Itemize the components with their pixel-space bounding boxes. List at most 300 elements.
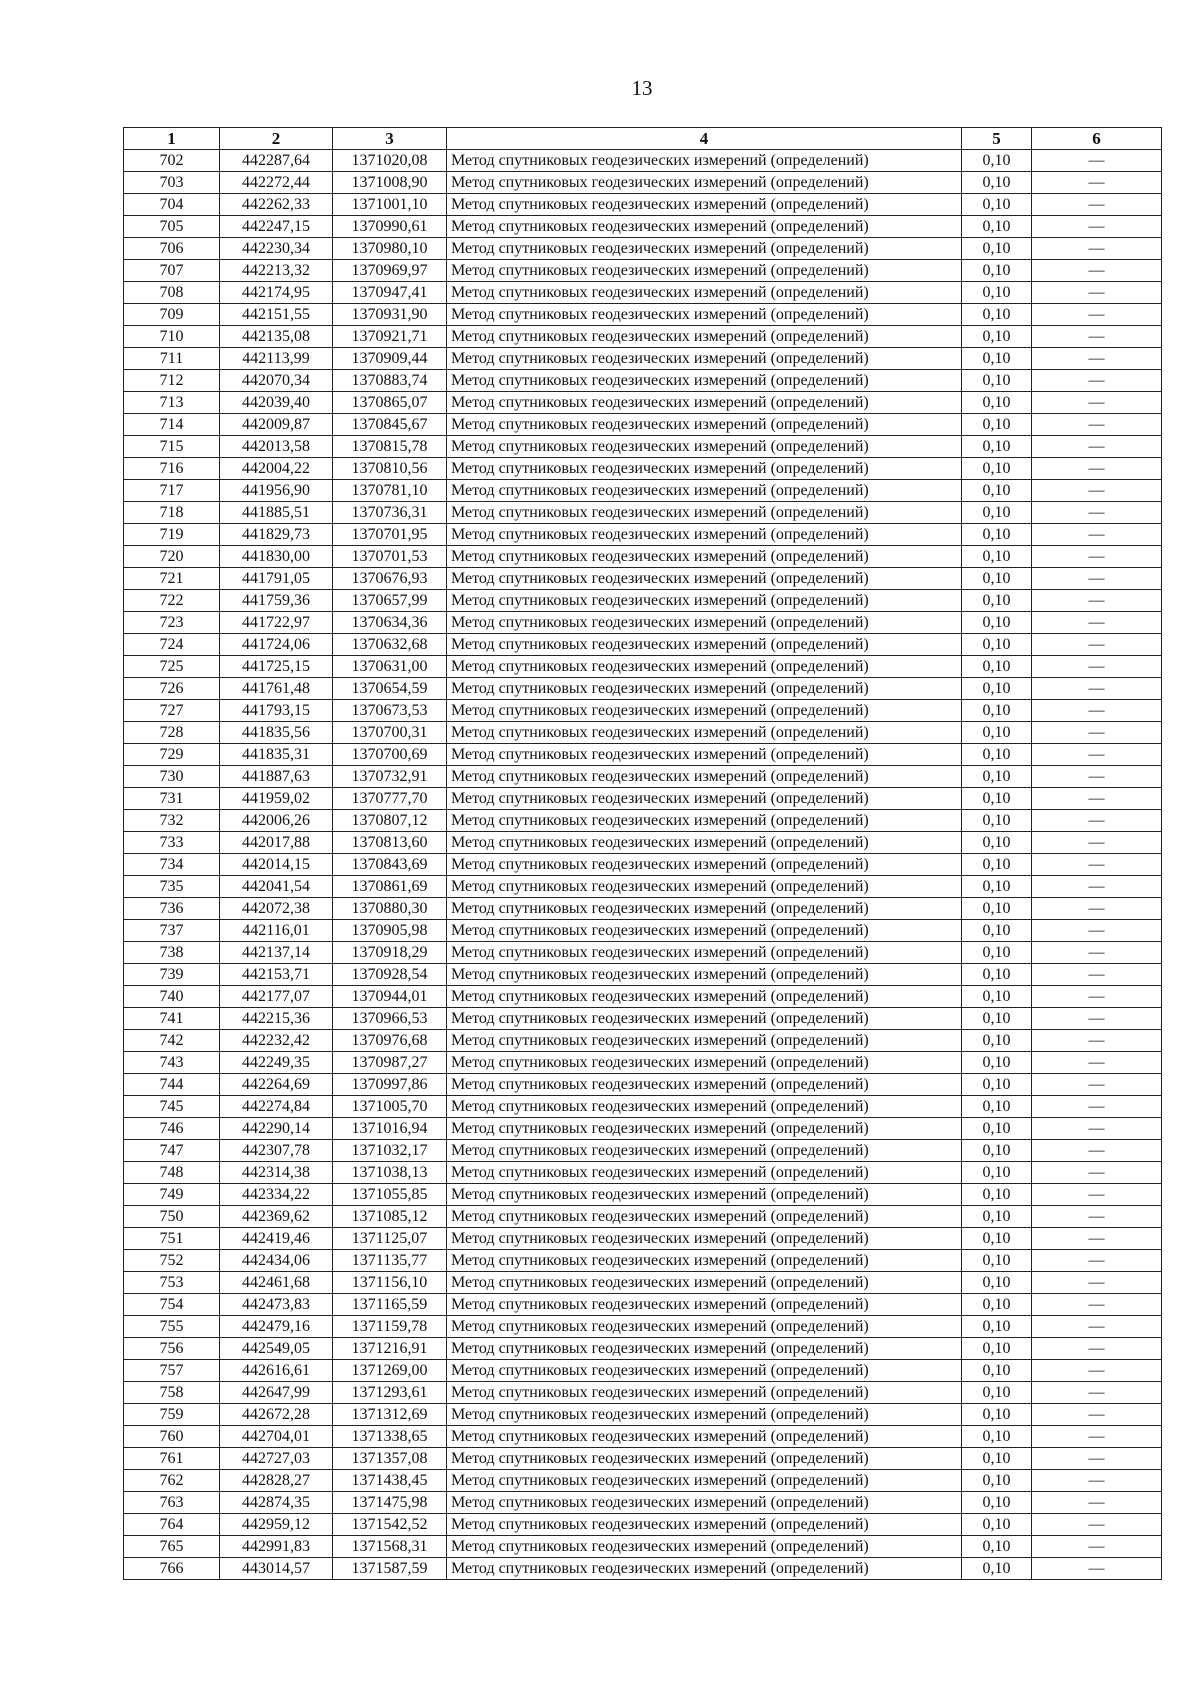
- x-coordinate-cell: 441835,31: [220, 744, 333, 766]
- point-number-cell: 755: [124, 1316, 220, 1338]
- table-row: [124, 150, 1162, 172]
- table-row: [124, 700, 1162, 722]
- method-cell: Метод спутниковых геодезических измерений (определений): [447, 744, 962, 766]
- point-number-cell: 730: [124, 766, 220, 788]
- header-col-4: 4: [447, 128, 962, 150]
- table-row: [124, 1404, 1162, 1426]
- accuracy-cell: 0,10: [962, 1426, 1032, 1448]
- note-cell: —: [1032, 414, 1162, 436]
- table-row: [124, 876, 1162, 898]
- note-cell: —: [1032, 1118, 1162, 1140]
- y-coordinate-cell: 1371055,85: [333, 1184, 447, 1206]
- note-cell: —: [1032, 1206, 1162, 1228]
- note-cell: —: [1032, 1470, 1162, 1492]
- table-row: [124, 942, 1162, 964]
- note-cell: —: [1032, 1030, 1162, 1052]
- accuracy-cell: 0,10: [962, 1272, 1032, 1294]
- point-number-cell: 764: [124, 1514, 220, 1536]
- point-number-cell: 753: [124, 1272, 220, 1294]
- note-cell: —: [1032, 678, 1162, 700]
- y-coordinate-cell: 1370905,98: [333, 920, 447, 942]
- point-number-cell: 749: [124, 1184, 220, 1206]
- x-coordinate-cell: 442113,99: [220, 348, 333, 370]
- y-coordinate-cell: 1371032,17: [333, 1140, 447, 1162]
- table-row: [124, 546, 1162, 568]
- note-cell: —: [1032, 1536, 1162, 1558]
- y-coordinate-cell: 1370700,31: [333, 722, 447, 744]
- accuracy-cell: 0,10: [962, 876, 1032, 898]
- table-row: [124, 1250, 1162, 1272]
- table-row: [124, 788, 1162, 810]
- note-cell: —: [1032, 1162, 1162, 1184]
- y-coordinate-cell: 1371475,98: [333, 1492, 447, 1514]
- table-header-row: [124, 128, 1162, 150]
- method-cell: Метод спутниковых геодезических измерений (определений): [447, 1272, 962, 1294]
- point-number-cell: 754: [124, 1294, 220, 1316]
- accuracy-cell: 0,10: [962, 854, 1032, 876]
- accuracy-cell: 0,10: [962, 1558, 1032, 1580]
- method-cell: Метод спутниковых геодезических измерений (определений): [447, 810, 962, 832]
- y-coordinate-cell: 1371438,45: [333, 1470, 447, 1492]
- y-coordinate-cell: 1370843,69: [333, 854, 447, 876]
- accuracy-cell: 0,10: [962, 304, 1032, 326]
- point-number-cell: 746: [124, 1118, 220, 1140]
- x-coordinate-cell: 442072,38: [220, 898, 333, 920]
- table-row: [124, 568, 1162, 590]
- accuracy-cell: 0,10: [962, 810, 1032, 832]
- point-number-cell: 739: [124, 964, 220, 986]
- header-col-6: 6: [1032, 128, 1162, 150]
- method-cell: Метод спутниковых геодезических измерений (определений): [447, 1514, 962, 1536]
- point-number-cell: 723: [124, 612, 220, 634]
- x-coordinate-cell: 442014,15: [220, 854, 333, 876]
- note-cell: —: [1032, 700, 1162, 722]
- x-coordinate-cell: 442249,35: [220, 1052, 333, 1074]
- accuracy-cell: 0,10: [962, 678, 1032, 700]
- note-cell: —: [1032, 612, 1162, 634]
- y-coordinate-cell: 1371159,78: [333, 1316, 447, 1338]
- method-cell: Метод спутниковых геодезических измерений (определений): [447, 678, 962, 700]
- accuracy-cell: 0,10: [962, 1228, 1032, 1250]
- accuracy-cell: 0,10: [962, 920, 1032, 942]
- note-cell: —: [1032, 656, 1162, 678]
- method-cell: Метод спутниковых геодезических измерений (определений): [447, 1404, 962, 1426]
- note-cell: —: [1032, 1096, 1162, 1118]
- y-coordinate-cell: 1370990,61: [333, 216, 447, 238]
- note-cell: —: [1032, 634, 1162, 656]
- y-coordinate-cell: 1371293,61: [333, 1382, 447, 1404]
- header-col-3: 3: [333, 128, 447, 150]
- x-coordinate-cell: 442006,26: [220, 810, 333, 832]
- y-coordinate-cell: 1371357,08: [333, 1448, 447, 1470]
- table-row: [124, 172, 1162, 194]
- note-cell: —: [1032, 810, 1162, 832]
- point-number-cell: 705: [124, 216, 220, 238]
- table-row: [124, 282, 1162, 304]
- method-cell: Метод спутниковых геодезических измерений (определений): [447, 1184, 962, 1206]
- point-number-cell: 763: [124, 1492, 220, 1514]
- method-cell: Метод спутниковых геодезических измерений (определений): [447, 1118, 962, 1140]
- point-number-cell: 741: [124, 1008, 220, 1030]
- x-coordinate-cell: 441830,00: [220, 546, 333, 568]
- point-number-cell: 720: [124, 546, 220, 568]
- point-number-cell: 742: [124, 1030, 220, 1052]
- x-coordinate-cell: 442479,16: [220, 1316, 333, 1338]
- y-coordinate-cell: 1370909,44: [333, 348, 447, 370]
- point-number-cell: 751: [124, 1228, 220, 1250]
- note-cell: —: [1032, 920, 1162, 942]
- x-coordinate-cell: 442274,84: [220, 1096, 333, 1118]
- note-cell: —: [1032, 216, 1162, 238]
- y-coordinate-cell: 1371156,10: [333, 1272, 447, 1294]
- point-number-cell: 731: [124, 788, 220, 810]
- note-cell: —: [1032, 1184, 1162, 1206]
- accuracy-cell: 0,10: [962, 1294, 1032, 1316]
- point-number-cell: 728: [124, 722, 220, 744]
- point-number-cell: 745: [124, 1096, 220, 1118]
- table-row: [124, 1426, 1162, 1448]
- method-cell: Метод спутниковых геодезических измерений (определений): [447, 634, 962, 656]
- point-number-cell: 757: [124, 1360, 220, 1382]
- x-coordinate-cell: 441725,15: [220, 656, 333, 678]
- table-row: [124, 1470, 1162, 1492]
- table-row: [124, 458, 1162, 480]
- point-number-cell: 702: [124, 150, 220, 172]
- note-cell: —: [1032, 1316, 1162, 1338]
- x-coordinate-cell: 442004,22: [220, 458, 333, 480]
- accuracy-cell: 0,10: [962, 656, 1032, 678]
- note-cell: —: [1032, 546, 1162, 568]
- accuracy-cell: 0,10: [962, 348, 1032, 370]
- note-cell: —: [1032, 1140, 1162, 1162]
- point-number-cell: 760: [124, 1426, 220, 1448]
- x-coordinate-cell: 442369,62: [220, 1206, 333, 1228]
- accuracy-cell: 0,10: [962, 568, 1032, 590]
- point-number-cell: 721: [124, 568, 220, 590]
- method-cell: Метод спутниковых геодезических измерений (определений): [447, 612, 962, 634]
- method-cell: Метод спутниковых геодезических измерений (определений): [447, 568, 962, 590]
- point-number-cell: 736: [124, 898, 220, 920]
- table-row: [124, 590, 1162, 612]
- accuracy-cell: 0,10: [962, 1250, 1032, 1272]
- x-coordinate-cell: 442247,15: [220, 216, 333, 238]
- note-cell: —: [1032, 238, 1162, 260]
- point-number-cell: 714: [124, 414, 220, 436]
- note-cell: —: [1032, 898, 1162, 920]
- y-coordinate-cell: 1371135,77: [333, 1250, 447, 1272]
- method-cell: Метод спутниковых геодезических измерений (определений): [447, 480, 962, 502]
- y-coordinate-cell: 1371216,91: [333, 1338, 447, 1360]
- x-coordinate-cell: 442828,27: [220, 1470, 333, 1492]
- accuracy-cell: 0,10: [962, 1536, 1032, 1558]
- table-row: [124, 898, 1162, 920]
- note-cell: —: [1032, 788, 1162, 810]
- y-coordinate-cell: 1370944,01: [333, 986, 447, 1008]
- y-coordinate-cell: 1370781,10: [333, 480, 447, 502]
- method-cell: Метод спутниковых геодезических измерений (определений): [447, 1030, 962, 1052]
- x-coordinate-cell: 442153,71: [220, 964, 333, 986]
- x-coordinate-cell: 441724,06: [220, 634, 333, 656]
- x-coordinate-cell: 442874,35: [220, 1492, 333, 1514]
- y-coordinate-cell: 1370928,54: [333, 964, 447, 986]
- table-row: [124, 1008, 1162, 1030]
- y-coordinate-cell: 1370631,00: [333, 656, 447, 678]
- point-number-cell: 734: [124, 854, 220, 876]
- table-row: [124, 304, 1162, 326]
- table-row: [124, 1074, 1162, 1096]
- method-cell: Метод спутниковых геодезических измерений (определений): [447, 1492, 962, 1514]
- note-cell: —: [1032, 1558, 1162, 1580]
- note-cell: —: [1032, 1426, 1162, 1448]
- point-number-cell: 743: [124, 1052, 220, 1074]
- x-coordinate-cell: 442137,14: [220, 942, 333, 964]
- x-coordinate-cell: 442213,32: [220, 260, 333, 282]
- table-row: [124, 1118, 1162, 1140]
- y-coordinate-cell: 1370861,69: [333, 876, 447, 898]
- note-cell: —: [1032, 194, 1162, 216]
- note-cell: —: [1032, 832, 1162, 854]
- point-number-cell: 744: [124, 1074, 220, 1096]
- accuracy-cell: 0,10: [962, 1514, 1032, 1536]
- y-coordinate-cell: 1370883,74: [333, 370, 447, 392]
- note-cell: —: [1032, 172, 1162, 194]
- table-row: [124, 1492, 1162, 1514]
- y-coordinate-cell: 1370813,60: [333, 832, 447, 854]
- point-number-cell: 715: [124, 436, 220, 458]
- accuracy-cell: 0,10: [962, 546, 1032, 568]
- point-number-cell: 718: [124, 502, 220, 524]
- method-cell: Метод спутниковых геодезических измерений (определений): [447, 942, 962, 964]
- x-coordinate-cell: 442314,38: [220, 1162, 333, 1184]
- note-cell: —: [1032, 766, 1162, 788]
- x-coordinate-cell: 442232,42: [220, 1030, 333, 1052]
- accuracy-cell: 0,10: [962, 480, 1032, 502]
- accuracy-cell: 0,10: [962, 282, 1032, 304]
- method-cell: Метод спутниковых геодезических измерений (определений): [447, 656, 962, 678]
- x-coordinate-cell: 442017,88: [220, 832, 333, 854]
- y-coordinate-cell: 1370700,69: [333, 744, 447, 766]
- accuracy-cell: 0,10: [962, 1316, 1032, 1338]
- y-coordinate-cell: 1370736,31: [333, 502, 447, 524]
- method-cell: Метод спутниковых геодезических измерений (определений): [447, 1470, 962, 1492]
- y-coordinate-cell: 1371269,00: [333, 1360, 447, 1382]
- accuracy-cell: 0,10: [962, 1360, 1032, 1382]
- accuracy-cell: 0,10: [962, 964, 1032, 986]
- point-number-cell: 708: [124, 282, 220, 304]
- x-coordinate-cell: 442215,36: [220, 1008, 333, 1030]
- table-row: [124, 238, 1162, 260]
- accuracy-cell: 0,10: [962, 370, 1032, 392]
- table-row: [124, 722, 1162, 744]
- table-row: [124, 216, 1162, 238]
- x-coordinate-cell: 441887,63: [220, 766, 333, 788]
- y-coordinate-cell: 1370732,91: [333, 766, 447, 788]
- note-cell: —: [1032, 458, 1162, 480]
- point-number-cell: 706: [124, 238, 220, 260]
- x-coordinate-cell: 442434,06: [220, 1250, 333, 1272]
- note-cell: —: [1032, 876, 1162, 898]
- method-cell: Метод спутниковых геодезических измерений (определений): [447, 1448, 962, 1470]
- accuracy-cell: 0,10: [962, 260, 1032, 282]
- method-cell: Метод спутниковых геодезических измерений (определений): [447, 348, 962, 370]
- method-cell: Метод спутниковых геодезических измерений (определений): [447, 436, 962, 458]
- method-cell: Метод спутниковых геодезических измерений (определений): [447, 1316, 962, 1338]
- table-row: [124, 1272, 1162, 1294]
- point-number-cell: 732: [124, 810, 220, 832]
- x-coordinate-cell: 442307,78: [220, 1140, 333, 1162]
- accuracy-cell: 0,10: [962, 436, 1032, 458]
- accuracy-cell: 0,10: [962, 216, 1032, 238]
- y-coordinate-cell: 1370634,36: [333, 612, 447, 634]
- accuracy-cell: 0,10: [962, 150, 1032, 172]
- note-cell: —: [1032, 524, 1162, 546]
- method-cell: Метод спутниковых геодезических измерений (определений): [447, 1228, 962, 1250]
- x-coordinate-cell: 443014,57: [220, 1558, 333, 1580]
- x-coordinate-cell: 442262,33: [220, 194, 333, 216]
- header-col-5: 5: [962, 128, 1032, 150]
- point-number-cell: 747: [124, 1140, 220, 1162]
- table-row: [124, 1162, 1162, 1184]
- accuracy-cell: 0,10: [962, 1030, 1032, 1052]
- x-coordinate-cell: 442290,14: [220, 1118, 333, 1140]
- method-cell: Метод спутниковых геодезических измерений (определений): [447, 1206, 962, 1228]
- note-cell: —: [1032, 1052, 1162, 1074]
- table-row: [124, 1140, 1162, 1162]
- note-cell: —: [1032, 1338, 1162, 1360]
- note-cell: —: [1032, 304, 1162, 326]
- y-coordinate-cell: 1370969,97: [333, 260, 447, 282]
- x-coordinate-cell: 442039,40: [220, 392, 333, 414]
- y-coordinate-cell: 1370921,71: [333, 326, 447, 348]
- x-coordinate-cell: 442287,64: [220, 150, 333, 172]
- method-cell: Метод спутниковых геодезических измерений (определений): [447, 1162, 962, 1184]
- note-cell: —: [1032, 1382, 1162, 1404]
- note-cell: —: [1032, 480, 1162, 502]
- method-cell: Метод спутниковых геодезических измерений (определений): [447, 172, 962, 194]
- point-number-cell: 710: [124, 326, 220, 348]
- point-number-cell: 766: [124, 1558, 220, 1580]
- table-row: [124, 920, 1162, 942]
- method-cell: Метод спутниковых геодезических измерений (определений): [447, 876, 962, 898]
- method-cell: Метод спутниковых геодезических измерений (определений): [447, 590, 962, 612]
- note-cell: —: [1032, 1492, 1162, 1514]
- method-cell: Метод спутниковых геодезических измерений (определений): [447, 700, 962, 722]
- x-coordinate-cell: 442177,07: [220, 986, 333, 1008]
- y-coordinate-cell: 1371016,94: [333, 1118, 447, 1140]
- point-number-cell: 750: [124, 1206, 220, 1228]
- y-coordinate-cell: 1371008,90: [333, 172, 447, 194]
- x-coordinate-cell: 442647,99: [220, 1382, 333, 1404]
- accuracy-cell: 0,10: [962, 1338, 1032, 1360]
- x-coordinate-cell: 442070,34: [220, 370, 333, 392]
- x-coordinate-cell: 442009,87: [220, 414, 333, 436]
- method-cell: Метод спутниковых геодезических измерений (определений): [447, 964, 962, 986]
- method-cell: Метод спутниковых геодезических измерений (определений): [447, 1426, 962, 1448]
- point-number-cell: 735: [124, 876, 220, 898]
- method-cell: Метод спутниковых геодезических измерений (определений): [447, 524, 962, 546]
- accuracy-cell: 0,10: [962, 942, 1032, 964]
- table-row: [124, 1338, 1162, 1360]
- x-coordinate-cell: 442334,22: [220, 1184, 333, 1206]
- accuracy-cell: 0,10: [962, 1162, 1032, 1184]
- table-body: [124, 150, 1162, 1580]
- note-cell: —: [1032, 1294, 1162, 1316]
- note-cell: —: [1032, 568, 1162, 590]
- method-cell: Метод спутниковых геодезических измерений (определений): [447, 1096, 962, 1118]
- table-row: [124, 1184, 1162, 1206]
- note-cell: —: [1032, 744, 1162, 766]
- accuracy-cell: 0,10: [962, 238, 1032, 260]
- table-row: [124, 260, 1162, 282]
- y-coordinate-cell: 1370676,93: [333, 568, 447, 590]
- y-coordinate-cell: 1371085,12: [333, 1206, 447, 1228]
- accuracy-cell: 0,10: [962, 392, 1032, 414]
- accuracy-cell: 0,10: [962, 766, 1032, 788]
- table-row: [124, 480, 1162, 502]
- note-cell: —: [1032, 964, 1162, 986]
- table-row: [124, 1030, 1162, 1052]
- table-row: [124, 1096, 1162, 1118]
- table-row: [124, 656, 1162, 678]
- note-cell: —: [1032, 1272, 1162, 1294]
- point-number-cell: 716: [124, 458, 220, 480]
- x-coordinate-cell: 441791,05: [220, 568, 333, 590]
- x-coordinate-cell: 442041,54: [220, 876, 333, 898]
- y-coordinate-cell: 1370931,90: [333, 304, 447, 326]
- point-number-cell: 707: [124, 260, 220, 282]
- note-cell: —: [1032, 1228, 1162, 1250]
- note-cell: —: [1032, 502, 1162, 524]
- table-row: [124, 832, 1162, 854]
- x-coordinate-cell: 442704,01: [220, 1426, 333, 1448]
- x-coordinate-cell: 442135,08: [220, 326, 333, 348]
- x-coordinate-cell: 441959,02: [220, 788, 333, 810]
- accuracy-cell: 0,10: [962, 612, 1032, 634]
- accuracy-cell: 0,10: [962, 634, 1032, 656]
- table-row: [124, 1382, 1162, 1404]
- table-row: [124, 612, 1162, 634]
- note-cell: —: [1032, 282, 1162, 304]
- point-number-cell: 722: [124, 590, 220, 612]
- x-coordinate-cell: 441722,97: [220, 612, 333, 634]
- method-cell: Метод спутниковых геодезических измерений (определений): [447, 898, 962, 920]
- table-row: [124, 810, 1162, 832]
- table-row: [124, 326, 1162, 348]
- point-number-cell: 756: [124, 1338, 220, 1360]
- table-row: [124, 1206, 1162, 1228]
- y-coordinate-cell: 1370987,27: [333, 1052, 447, 1074]
- y-coordinate-cell: 1371020,08: [333, 150, 447, 172]
- point-number-cell: 704: [124, 194, 220, 216]
- table-row: [124, 1228, 1162, 1250]
- y-coordinate-cell: 1370976,68: [333, 1030, 447, 1052]
- x-coordinate-cell: 442272,44: [220, 172, 333, 194]
- method-cell: Метод спутниковых геодезических измерений (определений): [447, 326, 962, 348]
- x-coordinate-cell: 442959,12: [220, 1514, 333, 1536]
- accuracy-cell: 0,10: [962, 414, 1032, 436]
- note-cell: —: [1032, 260, 1162, 282]
- accuracy-cell: 0,10: [962, 524, 1032, 546]
- method-cell: Метод спутниковых геодезических измерений (определений): [447, 1074, 962, 1096]
- point-number-cell: 762: [124, 1470, 220, 1492]
- point-number-cell: 740: [124, 986, 220, 1008]
- page-number: 13: [631, 76, 653, 100]
- table-row: [124, 502, 1162, 524]
- table-row: [124, 1360, 1162, 1382]
- y-coordinate-cell: 1370632,68: [333, 634, 447, 656]
- table-row: [124, 766, 1162, 788]
- table-row: [124, 1448, 1162, 1470]
